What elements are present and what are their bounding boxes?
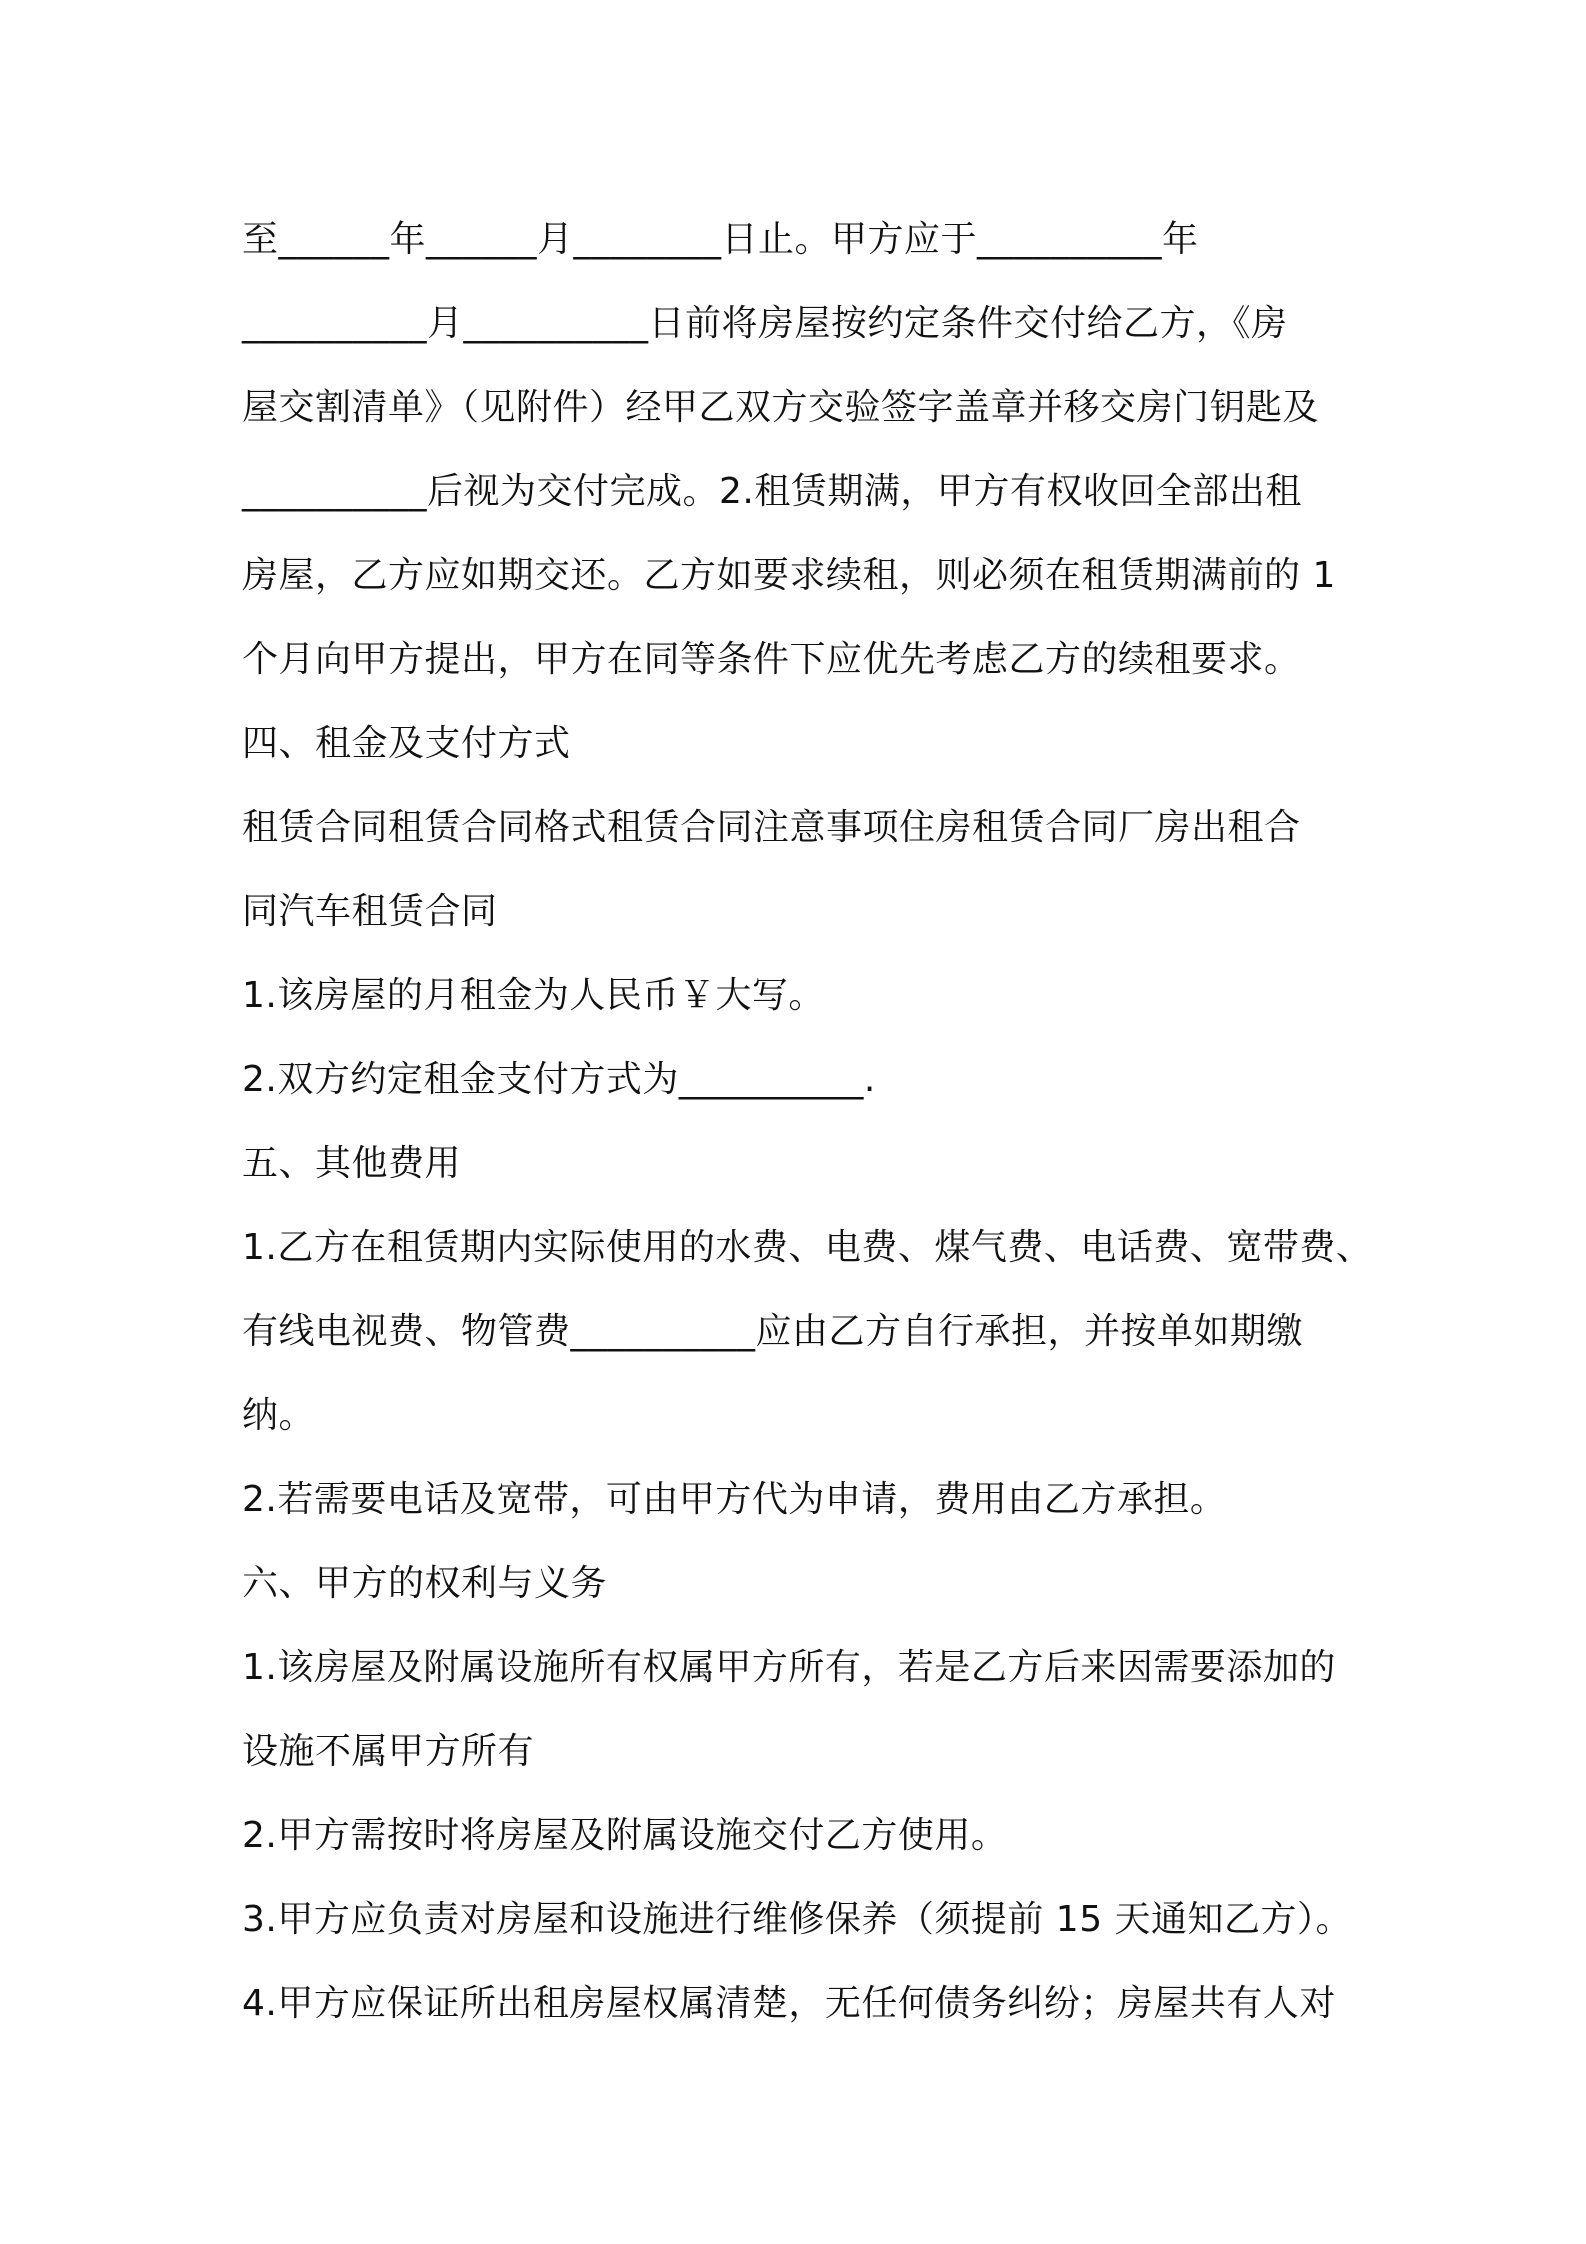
clause-item: 2.若需要电话及宽带，可由甲方代为申请，费用由乙方承担。 xyxy=(242,1479,1227,1520)
section-heading: 四、租金及支付方式 xyxy=(242,723,571,764)
text-line: 至______年______月________日止。甲方应于__________年 xyxy=(242,219,1199,260)
text-line: 租赁合同租赁合同格式租赁合同注意事项住房租赁合同厂房出租合 xyxy=(242,807,1301,848)
text-line: 同汽车租赁合同 xyxy=(242,891,498,932)
text-line: 个月向甲方提出，甲方在同等条件下应优先考虑乙方的续租要求。 xyxy=(242,639,1301,680)
clause-item: 1.该房屋及附属设施所有权属甲方所有，若是乙方后来因需要添加的 xyxy=(242,1647,1336,1688)
text-line: 房屋，乙方应如期交还。乙方如要求续租，则必须在租赁期满前的 1 xyxy=(242,555,1336,596)
text-line: 屋交割清单》（见附件）经甲乙双方交验签字盖章并移交房门钥匙及 xyxy=(242,387,1320,428)
text-line: __________月__________日前将房屋按约定条件交付给乙方，《房 xyxy=(242,303,1288,344)
section-heading: 六、甲方的权利与义务 xyxy=(242,1563,608,1604)
text-line: 设施不属甲方所有 xyxy=(242,1731,535,1772)
document-body xyxy=(242,198,1373,2046)
text-line: __________后视为交付完成。2.租赁期满，甲方有权收回全部出租 xyxy=(242,471,1302,512)
text-line: 纳。 xyxy=(242,1395,316,1436)
clause-item: 2.双方约定租金支付方式为__________. xyxy=(242,1059,876,1100)
clause-item: 2.甲方需按时将房屋及附属设施交付乙方使用。 xyxy=(242,1815,1008,1856)
section-heading: 五、其他费用 xyxy=(242,1143,462,1184)
clause-item: 1.乙方在租赁期内实际使用的水费、电费、煤气费、电话费、宽带费、 xyxy=(242,1227,1373,1268)
clause-item: 3.甲方应负责对房屋和设施进行维修保养（须提前 15 天通知乙方）。 xyxy=(242,1899,1353,1940)
clause-item: 1.该房屋的月租金为人民币￥大写。 xyxy=(242,975,825,1016)
clause-item: 4.甲方应保证所出租房屋权属清楚，无任何债务纠纷；房屋共有人对 xyxy=(242,1983,1336,2024)
text-line: 有线电视费、物管费__________应由乙方自行承担，并按单如期缴 xyxy=(242,1311,1304,1352)
